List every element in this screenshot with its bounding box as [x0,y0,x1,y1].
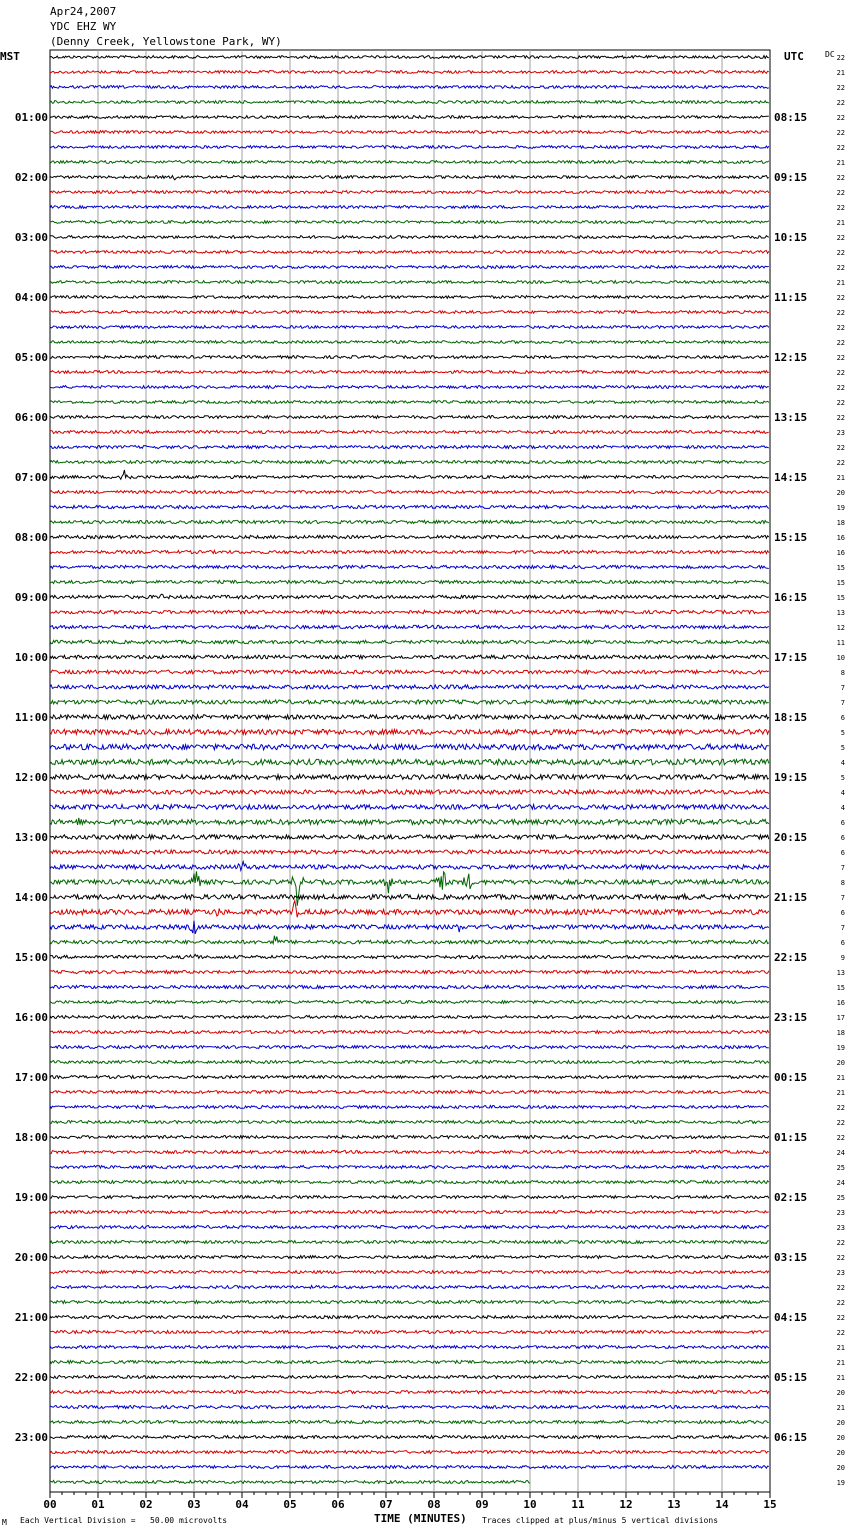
trace-row-68 [50,1076,769,1079]
trace-row-42 [50,685,769,689]
dc-offset-label: 20 [836,1464,845,1472]
left-hour-label: 18:00 [14,1131,48,1144]
trace-row-2 [50,86,769,89]
trace-row-0 [50,56,769,59]
right-hour-label: 05:15 [774,1371,808,1384]
dc-offset-label: 22 [836,1314,845,1322]
right-hour-label: 06:15 [774,1431,808,1444]
dc-offset-label: 23 [836,1269,845,1277]
trace-row-19 [50,341,769,344]
left-hour-label: 04:00 [14,291,48,304]
dc-offset-label: 23 [836,1209,845,1217]
x-tick-label: 00 [43,1498,57,1511]
dc-offset-label: 22 [836,459,845,467]
dc-offset-label: 16 [836,534,845,542]
trace-row-6 [50,146,769,149]
trace-row-83 [50,1301,769,1304]
trace-row-17 [50,311,769,314]
trace-row-21 [50,371,769,374]
dc-offset-label: 6 [840,849,845,857]
dc-offset-label: 22 [836,414,845,422]
right-hour-label: 19:15 [774,771,808,784]
x-tick-label: 09 [475,1498,489,1511]
trace-row-44 [50,715,769,719]
left-hour-label: 06:00 [14,411,48,424]
dc-offset-label: 20 [836,489,845,497]
trace-row-23 [50,401,769,404]
dc-offset-label: 21 [836,1074,845,1082]
trace-row-73 [50,1151,769,1154]
trace-row-89 [50,1391,769,1394]
dc-offset-label: 15 [836,984,845,992]
right-hour-label: 17:15 [774,651,808,664]
dc-offset-label: 22 [836,189,845,197]
dc-offset-label: 15 [836,594,845,602]
dc-offset-label: 23 [836,1224,845,1232]
dc-offset-label: 22 [836,1254,845,1262]
dc-offset-label: 21 [836,159,845,167]
trace-row-56 [50,894,769,899]
dc-offset-label: 22 [836,354,845,362]
left-hour-label: 07:00 [14,471,48,484]
trace-row-14 [50,266,769,269]
dc-offset-label: 11 [836,639,845,647]
trace-row-60 [50,954,769,958]
dc-offset-label: 22 [836,384,845,392]
trace-row-49 [50,790,769,794]
left-hour-label: 22:00 [14,1371,48,1384]
x-axis-title: TIME (MINUTES) [374,1512,467,1525]
right-hour-label: 15:15 [774,531,808,544]
dc-offset-label: 22 [836,99,845,107]
dc-offset-label: 7 [840,924,845,932]
dc-offset-label: 22 [836,309,845,317]
trace-row-63 [50,1001,769,1004]
dc-offset-label: 4 [840,804,845,812]
x-tick-label: 04 [235,1498,249,1511]
right-hour-label: 16:15 [774,591,808,604]
dc-offset-label: 13 [836,609,845,617]
dc-offset-label: 22 [836,1299,845,1307]
x-tick-label: 07 [379,1498,393,1511]
dc-offset-label: 7 [840,699,845,707]
trace-row-82 [50,1286,769,1289]
left-hour-label: 03:00 [14,231,48,244]
dc-offset-label: 13 [836,969,845,977]
trace-row-25 [50,431,769,434]
dc-offset-label: 20 [836,1059,845,1067]
trace-row-8 [50,176,769,180]
dc-offset-label: 22 [836,1104,845,1112]
trace-row-43 [50,700,769,704]
trace-row-40 [50,655,769,659]
dc-offset-label: 19 [836,1479,845,1487]
x-tick-label: 13 [667,1498,681,1511]
dc-offset-label: 22 [836,1329,845,1337]
trace-row-41 [50,670,769,674]
trace-row-65 [50,1031,769,1034]
dc-offset-label: 22 [836,324,845,332]
left-hour-label: 14:00 [14,891,48,904]
left-hour-label: 23:00 [14,1431,48,1444]
trace-row-59 [50,936,769,944]
trace-row-80 [50,1256,769,1259]
clip-note: Traces clipped at plus/minus 5 vertical divisions [482,1516,719,1525]
trace-row-75 [50,1181,769,1184]
trace-row-94 [50,1466,769,1469]
trace-row-45 [50,729,769,734]
x-tick-label: 05 [283,1498,297,1511]
dc-offset-label: 25 [836,1164,845,1172]
right-hour-label: 11:15 [774,291,808,304]
trace-row-69 [50,1091,769,1094]
right-hour-label: 04:15 [774,1311,808,1324]
dc-offset-label: 18 [836,1029,845,1037]
dc-offset-label: 9 [840,954,845,962]
left-hour-label: 13:00 [14,831,48,844]
trace-row-54 [50,862,769,871]
dc-offset-label: 22 [836,399,845,407]
x-tick-label: 11 [571,1498,585,1511]
trace-row-26 [50,446,769,449]
right-hour-label: 02:15 [774,1191,808,1204]
left-timezone-label: MST [0,50,20,63]
dc-offset-label: 4 [840,789,845,797]
dc-offset-label: 15 [836,564,845,572]
dc-offset-label: 7 [840,894,845,902]
dc-offset-label: 22 [836,144,845,152]
trace-row-5 [50,131,769,134]
dc-offset-label: 21 [836,1344,845,1352]
dc-offset-label: 21 [836,474,845,482]
trace-row-53 [50,850,769,854]
x-tick-label: 14 [715,1498,729,1511]
right-hour-label: 09:15 [774,171,808,184]
dc-offset-label: 25 [836,1194,845,1202]
dc-offset-label: 6 [840,939,845,947]
trace-row-92 [50,1436,769,1439]
left-hour-label: 08:00 [14,531,48,544]
trace-row-47 [50,759,769,765]
right-hour-label: 14:15 [774,471,808,484]
trace-row-72 [50,1136,769,1139]
dc-offset-label: 19 [836,1044,845,1052]
dc-offset-label: 17 [836,1014,845,1022]
right-timezone-label: UTC [784,50,804,63]
right-hour-label: 23:15 [774,1011,808,1024]
right-hour-label: 20:15 [774,831,808,844]
dc-offset-label: 19 [836,504,845,512]
trace-row-4 [50,116,769,119]
trace-row-46 [50,744,769,750]
trace-row-10 [50,206,769,209]
right-hour-label: 13:15 [774,411,808,424]
trace-row-7 [50,161,769,164]
dc-offset-label: 20 [836,1389,845,1397]
right-hour-label: 03:15 [774,1251,808,1264]
trace-row-74 [50,1166,769,1169]
trace-row-16 [50,296,769,299]
left-hour-label: 11:00 [14,711,48,724]
trace-row-50 [50,805,769,810]
dc-offset-label: 5 [840,729,845,737]
trace-row-30 [50,505,769,508]
trace-row-81 [50,1271,769,1274]
trace-row-79 [50,1241,769,1244]
left-hour-label: 05:00 [14,351,48,364]
trace-row-36 [50,594,769,599]
right-hour-label: 10:15 [774,231,808,244]
dc-offset-label: 21 [836,279,845,287]
trace-row-58 [50,921,769,934]
right-hour-label: 18:15 [774,711,808,724]
x-tick-label: 01 [91,1498,105,1511]
trace-row-67 [50,1061,769,1064]
dc-offset-label: 21 [836,1089,845,1097]
dc-offset-label: 21 [836,1374,845,1382]
dc-offset-label: 8 [840,879,845,887]
dc-offset-label: 21 [836,219,845,227]
trace-row-78 [50,1226,769,1229]
right-hour-label: 12:15 [774,351,808,364]
dc-offset-label: 7 [840,684,845,692]
trace-row-18 [50,326,769,329]
left-hour-label: 19:00 [14,1191,48,1204]
trace-row-28 [50,470,769,479]
dc-offset-label: 22 [836,234,845,242]
trace-row-22 [50,386,769,389]
scale-note: Each Vertical Division = 50.00 microvolts [20,1516,228,1525]
dc-offset-label: 23 [836,429,845,437]
left-hour-label: 02:00 [14,171,48,184]
trace-row-3 [50,101,769,104]
left-hour-label: 17:00 [14,1071,48,1084]
x-tick-label: 03 [187,1498,201,1511]
left-hour-label: 20:00 [14,1251,48,1264]
dc-label: DC [825,50,835,59]
dc-offset-label: 22 [836,1284,845,1292]
dc-offset-label: 22 [836,54,845,62]
trace-row-11 [50,221,769,224]
dc-offset-label: 22 [836,444,845,452]
trace-row-20 [50,356,769,359]
trace-row-88 [50,1376,769,1379]
dc-offset-label: 18 [836,519,845,527]
trace-row-51 [50,818,769,825]
trace-row-12 [50,236,769,239]
header-date: Apr24,2007 [50,5,117,18]
dc-offset-label: 22 [836,264,845,272]
dc-offset-label: 20 [836,1434,845,1442]
dc-offset-label: 15 [836,579,845,587]
left-hour-label: 12:00 [14,771,48,784]
trace-row-52 [50,835,769,839]
x-tick-label: 12 [619,1498,633,1511]
trace-row-85 [50,1331,769,1334]
trace-row-66 [50,1046,769,1049]
x-tick-label: 10 [523,1498,537,1511]
dc-offset-label: 22 [836,84,845,92]
dc-offset-label: 8 [840,669,845,677]
dc-offset-label: 5 [840,744,845,752]
dc-offset-label: 6 [840,714,845,722]
dc-offset-label: 20 [836,1449,845,1457]
dc-offset-label: 10 [836,654,845,662]
trace-row-13 [50,251,769,254]
x-tick-label: 08 [427,1498,441,1511]
left-hour-label: 01:00 [14,111,48,124]
dc-offset-label: 21 [836,1359,845,1367]
trace-row-31 [50,520,769,523]
trace-row-62 [50,985,769,988]
trace-row-71 [50,1121,769,1124]
dc-offset-label: 6 [840,819,845,827]
trace-row-91 [50,1421,769,1424]
right-hour-label: 21:15 [774,891,808,904]
trace-row-15 [50,281,769,284]
dc-offset-label: 21 [836,69,845,77]
dc-offset-label: 22 [836,249,845,257]
dc-offset-label: 16 [836,549,845,557]
x-tick-label: 15 [763,1498,777,1511]
left-hour-label: 10:00 [14,651,48,664]
dc-offset-label: 22 [836,204,845,212]
corner-mark: M [2,1518,7,1527]
dc-offset-label: 22 [836,114,845,122]
trace-row-48 [50,775,769,780]
trace-row-93 [50,1451,769,1454]
x-tick-label: 06 [331,1498,345,1511]
trace-row-9 [50,191,769,194]
trace-row-70 [50,1106,769,1109]
trace-row-29 [50,491,769,494]
right-hour-label: 22:15 [774,951,808,964]
trace-row-84 [50,1316,769,1319]
trace-row-90 [50,1406,769,1409]
right-hour-label: 01:15 [774,1131,808,1144]
trace-row-35 [50,580,769,583]
dc-offset-label: 4 [840,759,845,767]
dc-offset-label: 22 [836,339,845,347]
trace-row-37 [50,610,769,613]
trace-row-32 [50,535,769,538]
trace-row-87 [50,1361,769,1364]
trace-row-34 [50,565,769,568]
dc-offset-label: 22 [836,1119,845,1127]
dc-offset-label: 22 [836,1134,845,1142]
trace-row-1 [50,71,769,74]
dc-offset-label: 22 [836,129,845,137]
left-hour-label: 16:00 [14,1011,48,1024]
header-station: YDC EHZ WY [50,20,117,33]
dc-offset-label: 24 [836,1149,845,1157]
dc-offset-label: 6 [840,909,845,917]
trace-row-61 [50,970,769,973]
trace-row-86 [50,1346,769,1349]
trace-row-55 [50,871,769,906]
left-hour-label: 09:00 [14,591,48,604]
dc-offset-label: 20 [836,1419,845,1427]
trace-row-77 [50,1211,769,1214]
dc-offset-label: 24 [836,1179,845,1187]
dc-offset-label: 16 [836,999,845,1007]
trace-row-24 [50,416,769,419]
trace-row-33 [50,550,769,553]
trace-row-38 [50,625,769,628]
left-hour-label: 21:00 [14,1311,48,1324]
dc-offset-label: 6 [840,834,845,842]
dc-offset-label: 22 [836,294,845,302]
trace-row-39 [50,640,769,643]
dc-offset-label: 12 [836,624,845,632]
dc-offset-label: 22 [836,174,845,182]
trace-row-76 [50,1196,769,1199]
left-hour-label: 15:00 [14,951,48,964]
header-location: (Denny Creek, Yellowstone Park, WY) [50,35,282,48]
trace-row-27 [50,461,769,464]
dc-offset-label: 7 [840,864,845,872]
right-hour-label: 08:15 [774,111,808,124]
x-tick-label: 02 [139,1498,153,1511]
dc-offset-label: 22 [836,1239,845,1247]
dc-offset-label: 22 [836,369,845,377]
dc-offset-label: 21 [836,1404,845,1412]
trace-row-64 [50,1016,769,1019]
trace-row-57 [50,901,769,918]
dc-offset-label: 5 [840,774,845,782]
right-hour-label: 00:15 [774,1071,808,1084]
